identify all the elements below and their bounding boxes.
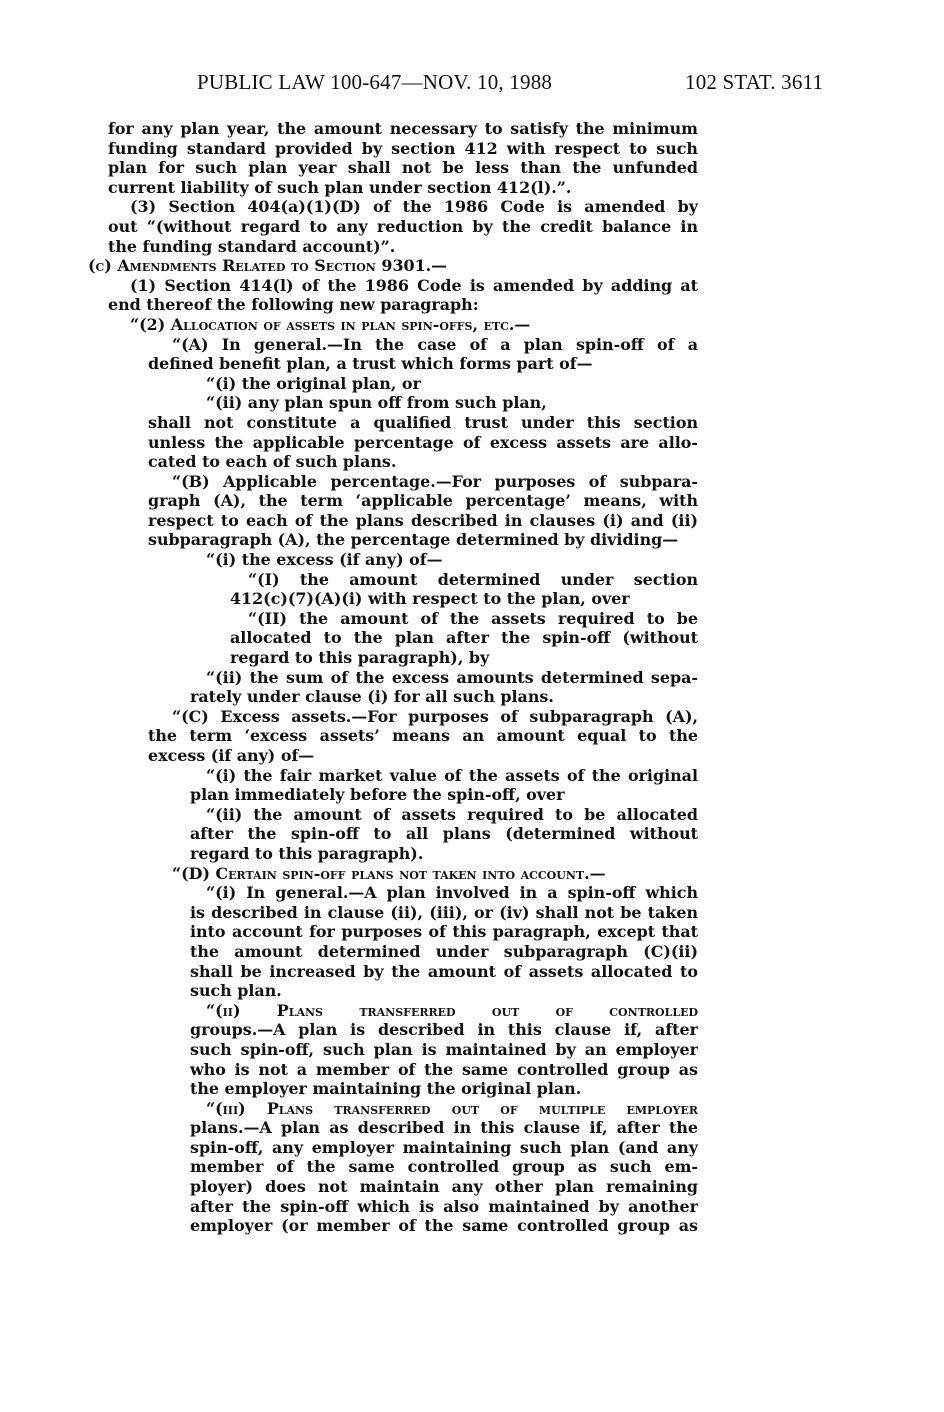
text-line: for any plan year, the amount necessary to satisfy the minimum bbox=[108, 119, 698, 138]
stat-page-number: 102 STAT. 3611 bbox=[685, 70, 824, 94]
text-line: “(i) In general.—A plan involved in a spin-off which bbox=[206, 883, 698, 903]
text-line: ployer) does not maintain any other plan remaining bbox=[190, 1177, 698, 1197]
text-line: “(B) Applicable percentage.—For purposes of subpara- bbox=[172, 471, 698, 491]
text-line: respect to each of the plans described in clauses (i) and (ii) bbox=[148, 510, 698, 530]
text-line: employer (or member of the same controlled group as bbox=[190, 1216, 698, 1236]
text-line: “(II) the amount of the assets required to be bbox=[248, 608, 698, 628]
text-line: spin-off, any employer maintaining such plan (and any bbox=[190, 1137, 698, 1157]
text-line: who is not a member of the same controlled group as bbox=[190, 1059, 698, 1079]
text-line: “(I) the amount determined under section bbox=[248, 569, 698, 589]
text-line: plan immediately before the spin-off, over bbox=[190, 785, 565, 805]
text-line: the amount determined under subparagraph (C)(ii) bbox=[190, 941, 698, 961]
text-line: regard to this paragraph), by bbox=[230, 648, 490, 668]
text-line: (3) Section 404(a)(1)(D) of the 1986 Code is amended by bbox=[130, 197, 698, 217]
text-line: funding standard provided by section 412 with respect to such bbox=[108, 138, 698, 158]
running-head: PUBLIC LAW 100-647—NOV. 10, 1988 bbox=[197, 70, 553, 94]
text-line: 412(c)(7)(A)(i) with respect to the plan, over bbox=[230, 589, 630, 609]
text-line: graph (A), the term ‘applicable percentage’ means, with bbox=[148, 491, 698, 511]
clause-heading: “(ii) Plans transferred out of controlled bbox=[206, 1000, 698, 1020]
text-line: regard to this paragraph). bbox=[190, 843, 424, 863]
text-line: such plan. bbox=[190, 981, 282, 1001]
text-line: “(i) the original plan, or bbox=[206, 373, 421, 393]
text-line: after the spin-off to all plans (determined without bbox=[190, 824, 698, 844]
text-line: after the spin-off which is also maintained by another bbox=[190, 1196, 698, 1216]
text-line: current liability of such plan under section 412(l).”. bbox=[108, 177, 572, 197]
text-line: out “(without regard to any reduction by the credit balance in bbox=[108, 216, 698, 236]
text-line: subparagraph (A), the percentage determined by dividing— bbox=[148, 530, 679, 550]
text-line: the funding standard account)”. bbox=[108, 236, 396, 256]
text-line: the employer maintaining the original plan. bbox=[190, 1079, 582, 1099]
text-line: allocated to the plan after the spin-off (without bbox=[230, 628, 698, 648]
text-line: defined benefit plan, a trust which forms part of— bbox=[148, 354, 593, 374]
subparagraph-heading: “(D) Certain spin-off plans not taken into account.— bbox=[172, 863, 606, 883]
text-line: “(C) Excess assets.—For purposes of subparagraph (A), bbox=[172, 706, 698, 726]
text-line: plans.—A plan as described in this clause if, after the bbox=[190, 1118, 698, 1138]
text-line: cated to each of such plans. bbox=[148, 452, 397, 472]
text-line: such spin-off, such plan is maintained by an employer bbox=[190, 1039, 698, 1059]
text-line: shall not constitute a qualified trust under this section bbox=[148, 412, 698, 432]
text-line: unless the applicable percentage of excess assets are allo- bbox=[148, 432, 698, 452]
text-line: “(ii) the sum of the excess amounts determined sepa- bbox=[206, 667, 698, 687]
text-line: excess (if any) of— bbox=[148, 746, 315, 765]
text-line: member of the same controlled group as such em- bbox=[190, 1157, 698, 1177]
text-line: the term ‘excess assets’ means an amount equal to the bbox=[148, 726, 698, 746]
text-line: into account for purposes of this paragraph, except that bbox=[190, 922, 698, 942]
statute-text bbox=[88, 119, 698, 1236]
text-line: is described in clause (ii), (iii), or (iv) shall not be taken bbox=[190, 902, 698, 922]
clause-heading: “(iii) Plans transferred out of multiple employer bbox=[206, 1098, 698, 1118]
text-line: “(A) In general.—In the case of a plan spin-off of a bbox=[172, 334, 698, 354]
text-line: “(ii) any plan spun off from such plan, bbox=[206, 393, 547, 413]
text-line: plan for such plan year shall not be less than the unfunded bbox=[108, 158, 698, 178]
text-line: “(ii) the amount of assets required to be allocated bbox=[206, 804, 698, 824]
text-line: “(i) the fair market value of the assets of the original bbox=[206, 765, 698, 785]
text-line: (1) Section 414(l) of the 1986 Code is amended by adding at bbox=[130, 275, 698, 295]
text-line: “(i) the excess (if any) of— bbox=[206, 550, 443, 570]
text-line: end thereof the following new paragraph: bbox=[108, 295, 479, 315]
text-line: shall be increased by the amount of assets allocated to bbox=[190, 961, 698, 981]
subsection-heading: (c) Amendments Related to Section 9301.— bbox=[88, 256, 448, 276]
page-header bbox=[0, 70, 944, 98]
text-line: rately under clause (i) for all such plans. bbox=[190, 687, 554, 707]
paragraph-heading: “(2) Allocation of assets in plan spin-offs, etc.— bbox=[130, 314, 531, 334]
text-line: groups.—A plan is described in this clause if, after bbox=[190, 1020, 698, 1040]
